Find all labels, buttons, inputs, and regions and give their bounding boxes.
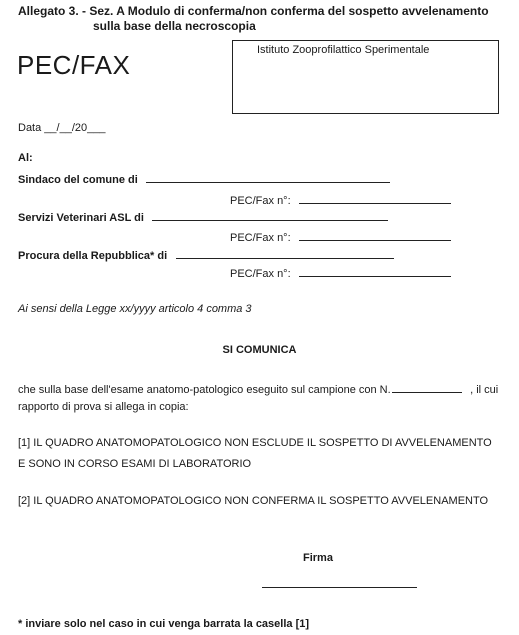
body-line1: [18, 380, 498, 398]
procura-label: Procura della Repubblica* di: [18, 250, 168, 262]
signature-line: [262, 587, 417, 588]
body-line2: rapporto di prova si allega in copia:: [18, 401, 189, 413]
servizi-label: Servizi Veterinari ASL di: [18, 212, 144, 224]
procura-pec-label: PEC/Fax n°:: [230, 268, 291, 280]
sindaco-row: [18, 170, 390, 188]
law-reference: Ai sensi della Legge xx/yyyy articolo 4 comma 3: [18, 303, 252, 315]
servizi-pec-label: PEC/Fax n°:: [230, 232, 291, 244]
date-field: Data __/__/20___: [18, 122, 106, 134]
footnote: * inviare solo nel caso in cui venga barrata la casella [1]: [18, 618, 310, 630]
si-comunica-heading: SI COMUNICA: [222, 344, 297, 356]
option1-line2: E SONO IN CORSO ESAMI DI LABORATORIO: [18, 458, 252, 470]
recipients-label: Al:: [18, 152, 33, 164]
option1-line1: [1] IL QUADRO ANATOMOPATOLOGICO NON ESCLUDE IL SOSPETTO DI AVVELENAMENTO: [18, 437, 492, 449]
institute-address-box: [232, 40, 499, 114]
servizi-pec-row: [230, 228, 451, 246]
body-line1-pre: che sulla base dell'esame anatomo-patologico eseguito sul campione con N.: [18, 384, 391, 396]
sindaco-blank-line: [146, 172, 390, 183]
procura-row: [18, 246, 394, 264]
option2-text: [2] IL QUADRO ANATOMOPATOLOGICO NON CONFERMA IL SOSPETTO AVVELENAMENTO: [18, 495, 489, 507]
sindaco-pec-label: PEC/Fax n°:: [230, 195, 291, 207]
sample-number-blank-line: [392, 382, 462, 393]
signature-label: Firma: [303, 552, 333, 564]
sindaco-pec-row: [230, 191, 451, 209]
document-header-line1: Allegato 3. - Sez. A Modulo di conferma/non conferma del sospetto avvelenamento: [18, 4, 489, 18]
pec-fax-title: PEC/FAX: [17, 50, 131, 80]
document-header-line2: sulla base della necroscopia: [93, 19, 256, 33]
sindaco-label: Sindaco del comune di: [18, 174, 138, 186]
servizi-blank-line: [152, 210, 388, 221]
servizi-pec-blank-line: [299, 230, 451, 241]
servizi-row: [18, 208, 388, 226]
procura-pec-blank-line: [299, 266, 451, 277]
institute-name: Istituto Zooprofilattico Sperimentale: [257, 44, 430, 56]
sindaco-pec-blank-line: [299, 193, 451, 204]
procura-blank-line: [176, 248, 394, 259]
procura-pec-row: [230, 264, 451, 282]
body-line1-post: , il cui: [470, 384, 499, 396]
